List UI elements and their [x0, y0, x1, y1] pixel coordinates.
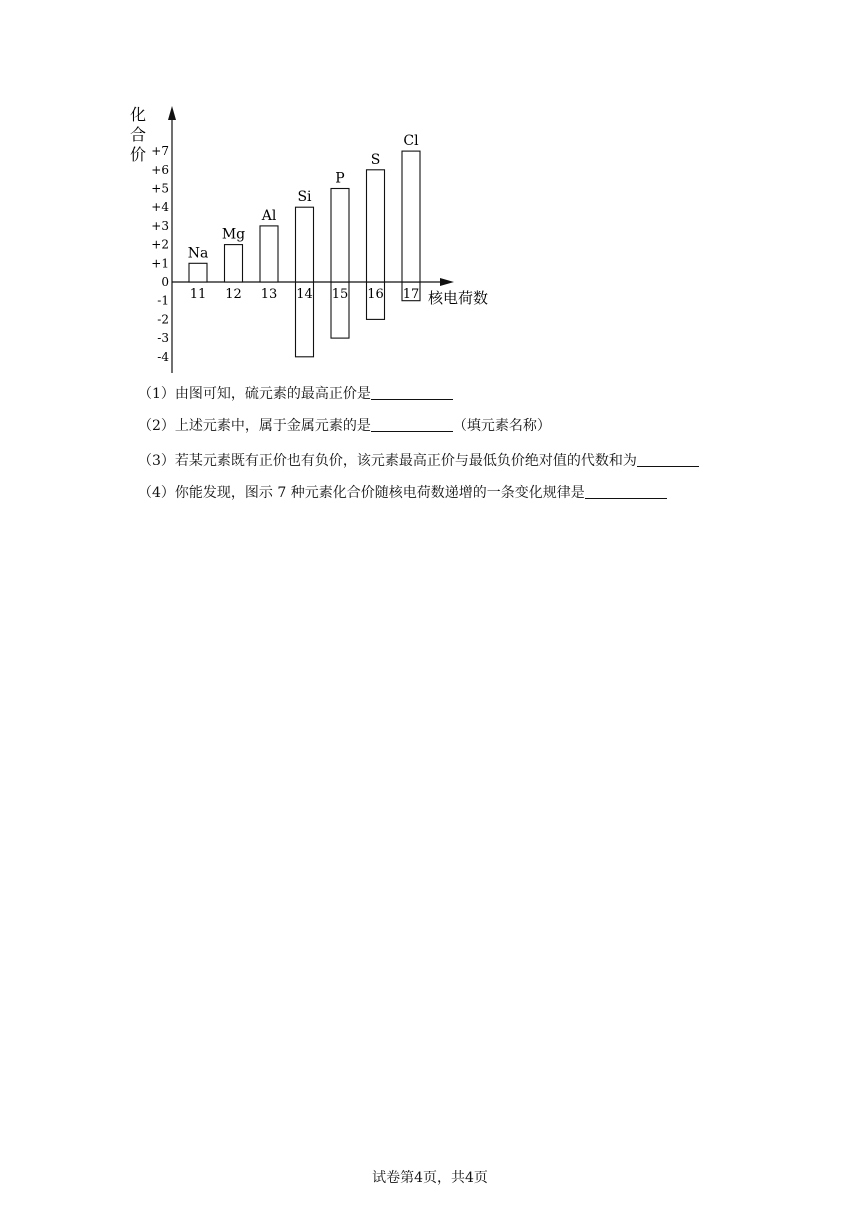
y-tick-label: -4 — [157, 349, 169, 364]
question-4 — [138, 484, 667, 502]
y-axis-arrow — [168, 106, 176, 120]
x-tick-label: 12 — [225, 287, 242, 302]
page-footer: 试卷第4页，共4页 — [372, 1170, 488, 1186]
answer-blank-4[interactable] — [585, 484, 667, 499]
element-label-S: S — [370, 151, 381, 168]
y-tick-label: +6 — [151, 162, 169, 177]
question-2 — [138, 417, 551, 435]
x-tick-label: 13 — [260, 287, 278, 302]
x-tick-label: 17 — [402, 287, 420, 302]
question-2-text: （2）上述元素中，属于金属元素的是 — [138, 418, 371, 434]
question-3 — [138, 452, 699, 470]
answer-blank-1[interactable] — [371, 385, 453, 400]
y-tick-label: -1 — [157, 293, 169, 308]
bar-positive-Al — [260, 226, 278, 282]
y-axis-title-char: 化 — [129, 105, 147, 124]
element-label-P: P — [335, 170, 345, 187]
bar-positive-Na — [189, 263, 207, 282]
y-tick-label: +2 — [151, 237, 169, 252]
x-tick-label: 14 — [296, 287, 313, 302]
y-tick-label: +1 — [151, 256, 169, 271]
question-2-suffix: （填元素名称） — [452, 418, 551, 434]
y-tick-label: -2 — [157, 312, 169, 327]
x-axis-arrow — [440, 278, 454, 286]
element-label-Al: Al — [261, 207, 277, 224]
question-1 — [138, 385, 453, 403]
bar-positive-Si — [296, 207, 314, 282]
x-tick-label: 15 — [331, 287, 349, 302]
question-1-text: （1）由图可知，硫元素的最高正价是 — [138, 386, 371, 402]
bar-positive-Cl — [402, 151, 420, 282]
element-label-Cl: Cl — [403, 133, 419, 150]
y-tick-label: +5 — [151, 181, 169, 196]
y-axis-title-char: 合 — [129, 125, 147, 144]
bar-positive-S — [367, 170, 385, 282]
x-tick-label: 11 — [189, 287, 207, 302]
y-tick-label: +3 — [151, 218, 169, 233]
x-tick-label: 16 — [367, 287, 384, 302]
valence-chart — [120, 98, 510, 383]
x-axis-title: 核电荷数 — [428, 289, 489, 307]
question-4-text: （4）你能发现，图示 7 种元素化合价随核电荷数递增的一条变化规律是 — [138, 485, 585, 501]
y-tick-label: -3 — [157, 331, 169, 346]
question-3-text: （3）若某元素既有正价也有负价，该元素最高正价与最低负价绝对值的代数和为 — [138, 453, 637, 469]
element-label-Na: Na — [187, 245, 209, 262]
element-label-Mg: Mg — [221, 226, 246, 243]
answer-blank-2[interactable] — [371, 417, 453, 432]
bar-positive-Mg — [225, 245, 243, 282]
bar-positive-P — [331, 189, 349, 283]
element-label-Si: Si — [297, 189, 312, 206]
answer-blank-3[interactable] — [637, 452, 699, 467]
y-tick-label: 0 — [161, 275, 169, 289]
y-tick-label: +4 — [151, 200, 169, 215]
y-axis-title-char: 价 — [129, 145, 147, 164]
y-tick-label: +7 — [151, 144, 169, 159]
